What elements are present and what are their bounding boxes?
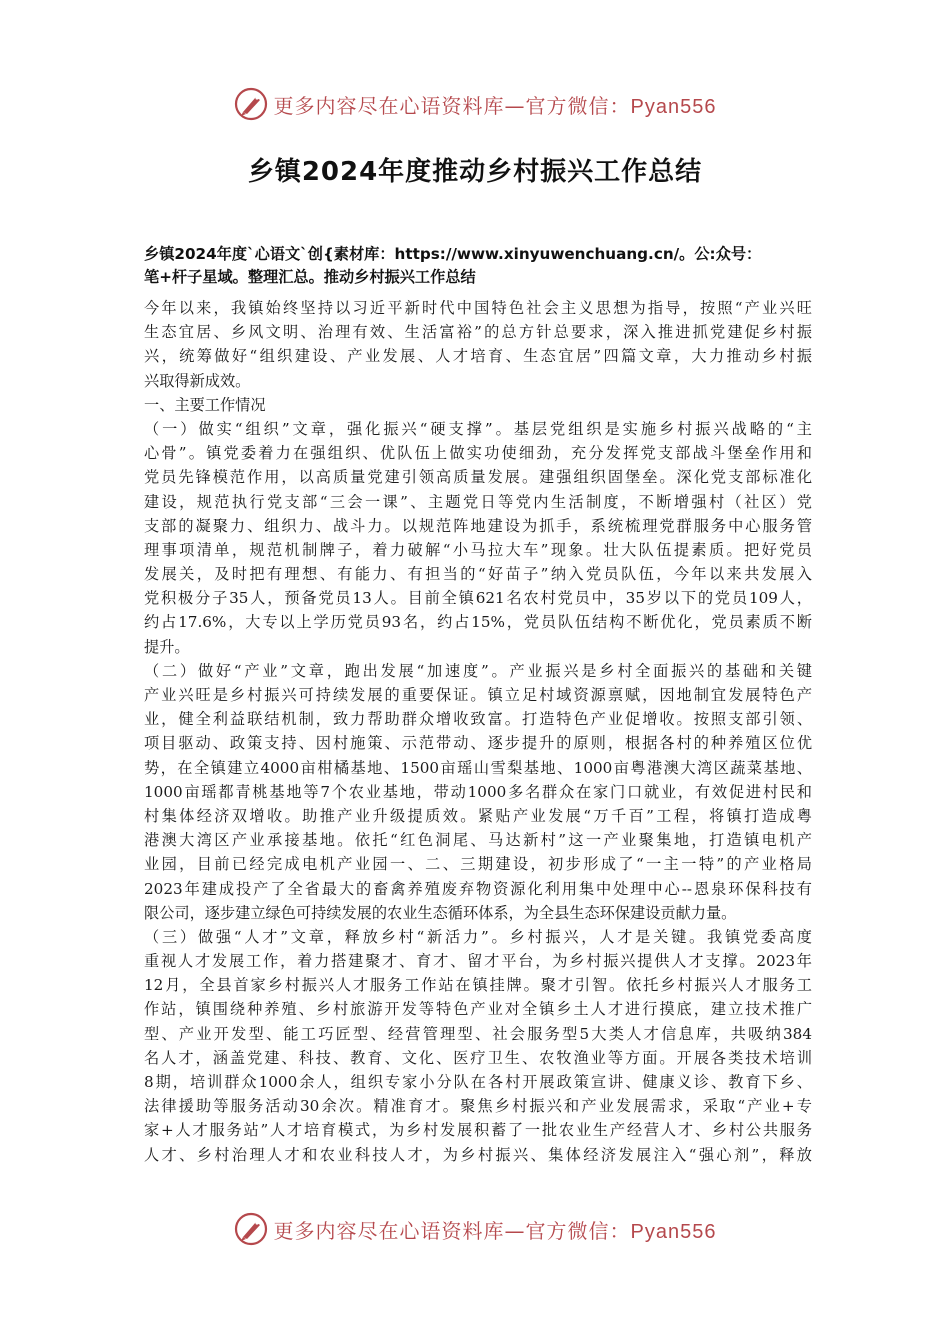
body-text-line: 港澳大湾区产业承接基地。依托“红色洞尾、马达新村”这一产业聚集地，打造镇电机产 [144,831,812,850]
document-body [144,296,812,1167]
body-text-line: 家+人才服务站”人才培育模式，为乡村发展积蓄了一批农业生产经营人才、乡村公共服务 [144,1121,812,1140]
body-text-line: 业，健全利益联结机制，致力帮助群众增收致富。打造特色产业促增收。按照支部引领、 [144,710,812,729]
body-text-line: （三）做强“人才”文章，释放乡村“新活力”。乡村振兴，人才是关键。我镇党委高度 [144,927,812,946]
body-text-line: 村集体经济双增收。助推产业升级提质效。紧贴产业发展“万千百”工程，将镇打造成粤 [144,806,812,825]
body-text-line: 发展关，及时把有理想、有能力、有担当的“好苗子”纳入党员队伍，今年以来共发展入 [144,565,812,584]
body-text-line: 1000亩瑶都青桃基地等7个农业基地，带动1000多名群众在家门口就业，有效促进村民和 [144,782,812,801]
body-text-line: 产业兴旺是乡村振兴可持续发展的重要保证。镇立足村域资源禀赋，因地制宜发展特色产 [144,686,812,704]
body-text-line: 提升。 [144,637,190,656]
body-text-line: 党员先锋模范作用，以高质量党建引领高质量发展。建强组织固堡垒。深化党支部标准化 [144,468,812,487]
body-text-line: 重视人才发展工作，着力搭建聚才、育才、留才平台，为乡村振兴提供人才支撑。2023年 [144,952,812,971]
body-text-line: 今年以来，我镇始终坚持以习近平新时代中国特色社会主义思想为指导，按照“产业兴旺 [144,299,812,317]
body-text-line: （二）做好“产业”文章，跑出发展“加速度”。产业振兴是乡村全面振兴的基础和关键 [144,661,812,680]
body-text-line: 一、主要工作情况 [144,395,266,414]
source-note [144,243,812,289]
body-text-line: 心骨”。镇党委着力在强组织、优队伍上做实功使细劲，充分发挥党支部战斗堡垒作用和 [144,444,812,463]
body-text-line: 党积极分子35人，预备党员13人。目前全镇621名农村党员中，35岁以下的党员109人， [144,589,812,608]
body-text-line: （一）做实“组织”文章，强化振兴“硬支撑”。基层党组织是实施乡村振兴战略的“主 [144,419,812,438]
body-text-line: 项目驱动、政策支持、因村施策、示范带动、逐步提升的原则，根据各村的种养殖区位优 [144,734,812,753]
body-text-line: 作站，镇围绕种养殖、乡村旅游开发等特色产业对全镇乡土人才进行摸底，建立技术推广 [144,1000,812,1019]
page-title: 乡镇2024年度推动乡村振兴工作总结 [247,157,703,187]
pen-nib-logo-icon [234,1212,268,1246]
body-text-line: 兴取得新成效。 [144,371,251,390]
source-note-line: 乡镇2024年度`心语文`创{素材库：https://www.xinyuwenchuang.cn/。公:众号： [144,245,762,263]
body-text-line: 势，在全镇建立4000亩柑橘基地、1500亩瑶山雪梨基地、1000亩粤港澳大湾区蔬菜基地、 [144,758,812,777]
pen-nib-logo-icon [234,87,268,121]
banner-text: 更多内容尽在心语资料库—官方微信：Pyan556 [273,93,717,118]
body-text-line: 名人才，涵盖党建、科技、教育、文化、医疗卫生、农牧渔业等方面。开展各类技术培训 [144,1048,812,1067]
body-text-line: 限公司，逐步建立绿色可持续发展的农业生态循环体系，为全县生态环保建设贡献力量。 [144,903,737,922]
body-text-line: 12月，全县首家乡村振兴人才服务工作站在镇挂牌。聚才引智。依托乡村振兴人才服务工 [144,976,812,995]
body-text-line: 型、产业开发型、能工巧匠型、经营管理型、社会服务型5大类人才信息库，共吸纳384 [144,1024,812,1043]
body-text-line: 2023年建成投产了全省最大的畜禽养殖废弃物资源化利用集中处理中心--恩泉环保科技有 [144,879,812,898]
body-text-line: 业园，目前已经完成电机产业园一、二、三期建设，初步形成了“一主一特”的产业格局 [144,855,812,874]
body-text-line: 法律援助等服务活动30余次。精准育才。聚焦乡村振兴和产业发展需求，采取“产业+专 [144,1097,812,1116]
body-text-line: 理事项清单，规范机制牌子，着力破解“小马拉大车”现象。壮大队伍提素质。把好党员 [144,540,812,559]
banner-text: 更多内容尽在心语资料库—官方微信：Pyan556 [273,1218,717,1243]
body-text-line: 支部的凝聚力、组织力、战斗力。以规范阵地建设为抓手，系统梳理党群服务中心服务管 [144,516,812,535]
source-note-line: 笔+杆子星域。整理汇总。推动乡村振兴工作总结 [144,268,476,286]
body-text-line: 8期，培训群众1000余人，组织专家小分队在各村开展政策宣讲、健康义诊、教育下乡、 [144,1073,812,1091]
body-text-line: 建设，规范执行党支部“三会一课”、主题党日等党内生活制度，不断增强村（社区）党 [144,492,812,511]
header-banner [0,82,950,126]
footer-banner [0,1207,950,1251]
body-text-line: 约占17.6%，大专以上学历党员93名，约占15%，党员队伍结构不断优化，党员素质不断 [144,613,812,632]
body-text-line: 生态宜居、乡风文明、治理有效、生活富裕”的总方针总要求，深入推进抓党建促乡村振 [144,323,812,342]
body-text-line: 人才、乡村治理人才和农业科技人才，为乡村振兴、集体经济发展注入“强心剂”，释放 [144,1145,812,1164]
body-text-line: 兴，统筹做好“组织建设、产业发展、人才培育、生态宜居”四篇文章，大力推动乡村振 [144,347,812,366]
